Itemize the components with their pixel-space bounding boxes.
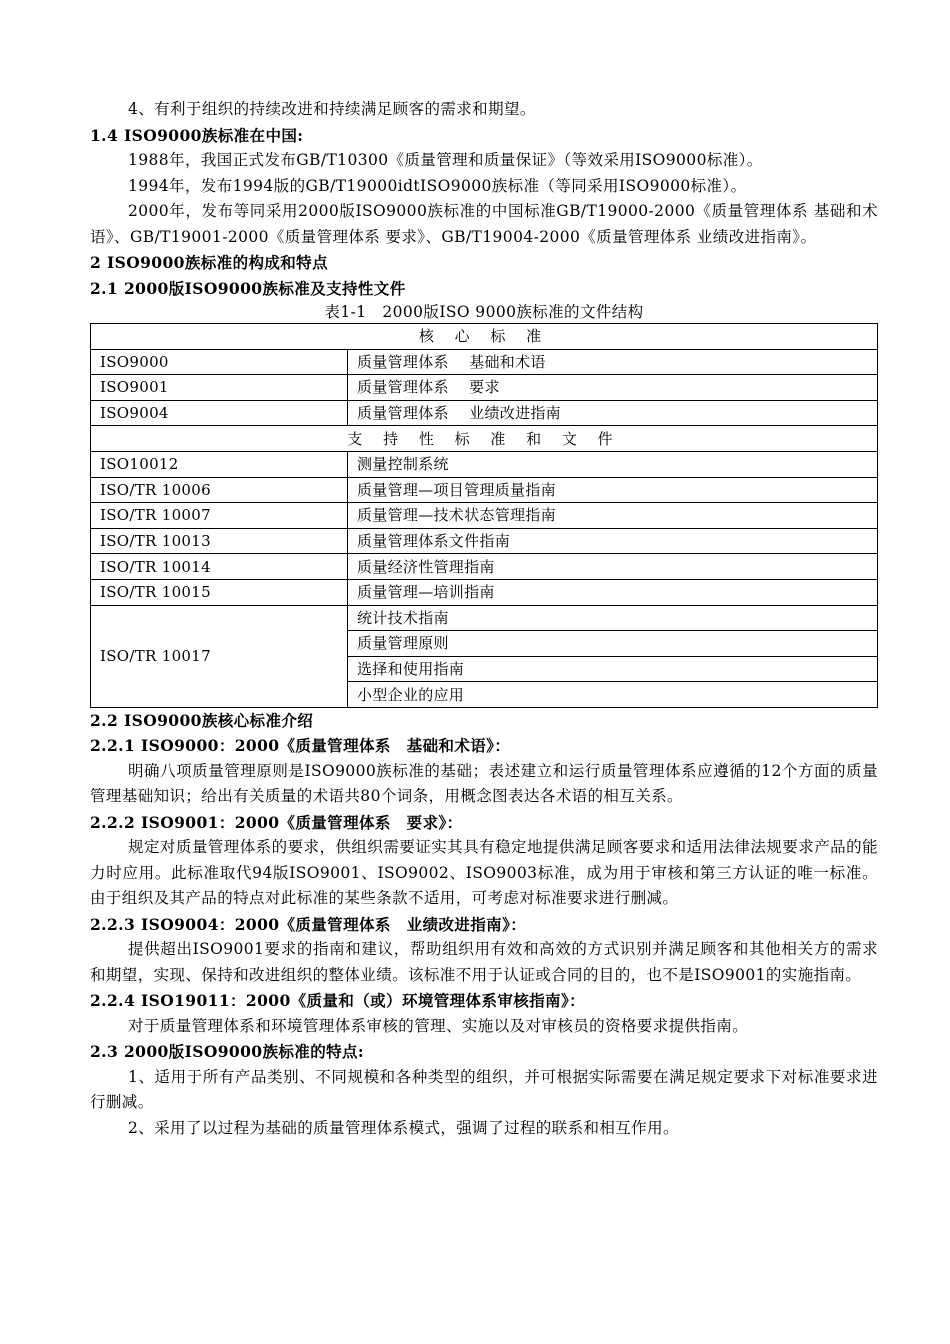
heading-2-2-1: 2.2.1 ISO9000：2000《质量管理体系 基础和术语》： [90,736,511,756]
paragraph-2-2-2: 规定对质量管理体系的要求，供组织需要证实其具有稳定地提供满足顾客要求和适用法律法规要求产品的能力时应用。此标准取代94版ISO9001、ISO9002、ISO9003标准，成为用于审核和第三方认证的唯一标准。由于组织及其产品的特点对此标准的某些条款不适用，可考虑对标准要求进行删减。 [90,838,878,908]
standard-title: 质量管理—项目管理质量指南 [348,477,878,503]
paragraph-2000: 2000年，发布等同采用2000版ISO9000族标准的中国标准GB/T19000-2000《质量管理体系 基础和术语》、GB/T19001-2000《质量管理体系 要求》、GB/T19004-2000《质量管理体系 业绩改进指南》。 [90,202,878,246]
standard-title: 质量管理体系 要求 [348,375,878,401]
standard-title: 质量管理—培训指南 [348,579,878,605]
standard-code: ISO/TR 10006 [91,477,348,503]
standard-title: 选择和使用指南 [348,656,878,682]
standard-title: 质量管理体系 业绩改进指南 [348,400,878,426]
table-row [91,324,878,350]
standard-code: ISO/TR 10015 [91,579,348,605]
paragraph-2-2-3: 提供超出ISO9001要求的指南和建议，帮助组织用有效和高效的方式识别并满足顾客和其他相关方的需求和期望，实现、保持和改进组织的整体业绩。该标准不用于认证或合同的目的，也不是ISO9001的实施指南。 [90,940,878,984]
standard-title: 测量控制系统 [348,451,878,477]
heading-2-2-4: 2.2.4 ISO19011：2000《质量和（或）环境管理体系审核指南》： [90,991,586,1011]
paragraph-2-3-1: 1、适用于所有产品类别、不同规模和各种类型的组织，并可根据实际需要在满足规定要求下对标准要求进行删减。 [90,1067,878,1112]
table-row [91,605,878,631]
paragraph-2-2-4: 对于质量管理体系和环境管理体系审核的管理、实施以及对审核员的资格要求提供指南。 [128,1016,749,1035]
standards-table [90,323,878,708]
merged-standard-code: ISO/TR 10017 [91,605,348,707]
standard-title: 质量管理体系文件指南 [348,528,878,554]
standard-title: 小型企业的应用 [348,682,878,708]
standard-title: 质量经济性管理指南 [348,554,878,580]
table-row [91,451,878,477]
heading-2-1: 2.1 2000版ISO9000族标准及支持性文件 [90,278,406,298]
table-row [91,528,878,554]
heading-2-3: 2.3 2000版ISO9000族标准的特点: [90,1042,365,1062]
table-row [91,375,878,401]
standard-code: ISO9001 [91,375,348,401]
core-standards-header: 核 心 标 准 [91,324,878,350]
paragraph-item4: 4、有利于组织的持续改进和持续满足顾客的需求和期望。 [128,100,536,118]
table-row [91,349,878,375]
standard-title: 质量管理原则 [348,631,878,657]
paragraph-1994: 1994年，发布1994版的GB/T19000idtISO9000族标准（等同采用ISO9000标准）。 [128,176,747,195]
table-row [91,426,878,452]
table-row [91,579,878,605]
paragraph-2-2-1: 明确八项质量管理原则是ISO9000族标准的基础；表述建立和运行质量管理体系应遵循的12个方面的质量管理基础知识；给出有关质量的术语共80个词条，用概念图表达各术语的相互关系。 [90,761,878,806]
table-caption: 表1-1 2000版ISO 9000族标准的文件结构 [324,303,644,321]
standard-title: 统计技术指南 [348,605,878,631]
standard-code: ISO9000 [91,349,348,375]
table-row [91,477,878,503]
standard-code: ISO/TR 10014 [91,554,348,580]
heading-2-2: 2.2 ISO9000族核心标准介绍 [90,710,314,730]
standard-code: ISO/TR 10007 [91,503,348,529]
heading-2-2-3: 2.2.3 ISO9004：2000《质量管理体系 业绩改进指南》： [90,914,527,934]
table-row [91,400,878,426]
standard-title: 质量管理—技术状态管理指南 [348,503,878,529]
table-row [91,554,878,580]
paragraph-2-3-2: 2、采用了以过程为基础的质量管理体系模式，强调了过程的联系和相互作用。 [128,1118,679,1137]
standard-code: ISO/TR 10013 [91,528,348,554]
paragraph-1988: 1988年，我国正式发布GB/T10300《质量管理和质量保证》（等效采用ISO9000标准）。 [128,151,763,169]
standard-title: 质量管理体系 基础和术语 [348,349,878,375]
standard-code: ISO10012 [91,451,348,477]
heading-2-2-2: 2.2.2 ISO9001：2000《质量管理体系 要求》： [90,812,463,832]
table-row [91,503,878,529]
supporting-standards-header: 支 持 性 标 准 和 文 件 [91,426,878,452]
heading-1-4: 1.4 ISO9000族标准在中国: [90,125,304,145]
heading-2: 2 ISO9000族标准的构成和特点 [90,253,328,272]
standard-code: ISO9004 [91,400,348,426]
document-page [90,97,878,1141]
